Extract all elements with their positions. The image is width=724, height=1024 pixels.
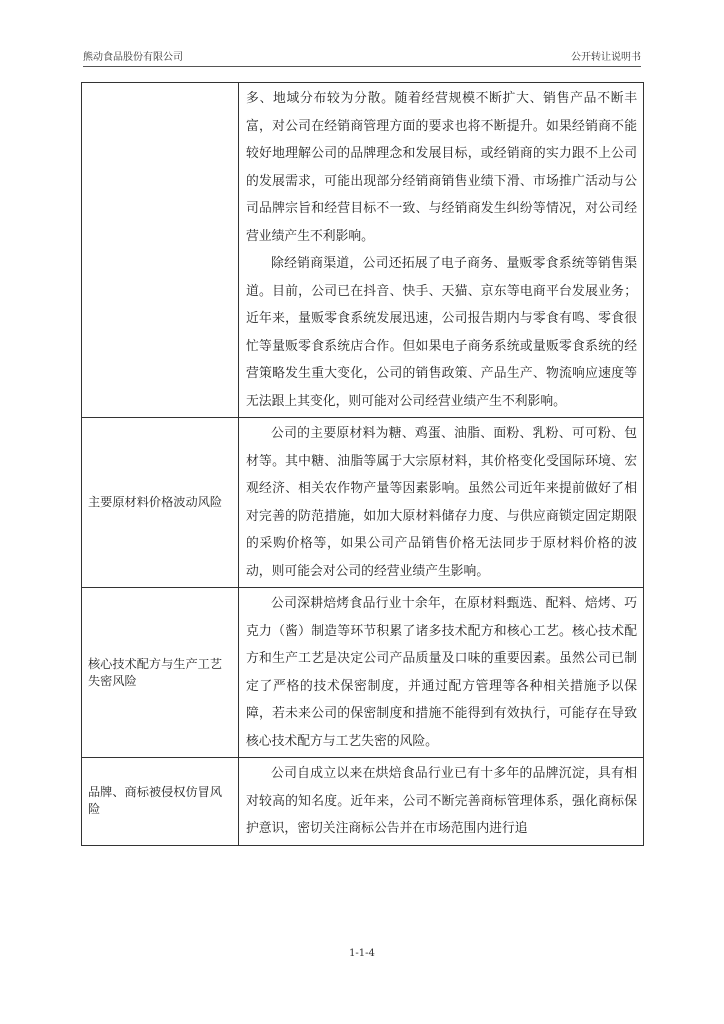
risk-description-cell <box>239 418 644 588</box>
table-row <box>82 758 644 846</box>
page-header <box>83 50 641 67</box>
risk-description-paragraph: 公司深耕焙烤食品行业十余年，在原材料甄选、配料、焙烤、巧克力（酱）制造等环节积累了诸多技术配方和核心工艺。核心技术配方和生产工艺是决定公司产品质量及口味的重要因素。虽然公司已制定了严格的技术保密制度，并通过配方管理等各种相关措施予以保障，若未来公司的保密制度和措施不能得到有效执行，可能存在导致核心技术配方与工艺失密的风险。 <box>246 596 637 749</box>
risk-description-paragraph: 公司自成立以来在烘焙食品行业已有十多年的品牌沉淀，具有相对较高的知名度。近年来，公司不断完善商标管理体系，强化商标保护意识，密切关注商标公告并在市场范围内进行追 <box>246 766 637 836</box>
risk-description-cell <box>239 758 644 846</box>
risk-name-cell: 品牌、商标被侵权仿冒风险 <box>82 758 239 846</box>
risk-description-paragraph: 公司的主要原材料为糖、鸡蛋、油脂、面粉、乳粉、可可粉、包材等。其中糖、油脂等属于大宗原材料，其价格变化受国际环境、宏观经济、相关农作物产量等因素影响。虽然公司近年来提前做好了相对完善的防范措施，如加大原材料储存力度、与供应商锁定固定期限的采购价格等，如果公司产品销售价格无法同步于原材料价格的波动，则可能会对公司的经营业绩产生影响。 <box>246 426 637 579</box>
risk-description-cell <box>239 83 644 418</box>
table-row <box>82 83 644 418</box>
header-document-title: 公开转让说明书 <box>571 52 641 63</box>
risk-table <box>81 82 644 846</box>
risk-description-paragraph: 多、地域分布较为分散。随着经营规模不断扩大、销售产品不断丰富，对公司在经销商管理方面的要求也将不断提升。如果经销商不能较好地理解公司的品牌理念和发展目标，或经销商的实力跟不上公司的发展需求，可能出现部分经销商销售业绩下滑、市场推广活动与公司品牌宗旨和经营目标不一致、与经销商发生纠纷等情况，对公司经营业绩产生不利影响。 <box>246 91 637 244</box>
header-company-name: 熊动食品股份有限公司 <box>83 52 183 63</box>
risk-name-cell <box>82 83 239 418</box>
table-row <box>82 588 644 758</box>
table-row <box>82 418 644 588</box>
risk-description-paragraph: 除经销商渠道，公司还拓展了电子商务、量贩零食系统等销售渠道。目前，公司已在抖音、快手、天猫、京东等电商平台发展业务；近年来，量贩零食系统发展迅速，公司报告期内与零食有鸣、零食很忙等量贩零食系统店合作。但如果电子商务系统或量贩零食系统的经营策略发生重大变化，公司的销售政策、产品生产、物流响应速度等无法跟上其变化，则可能对公司经营业绩产生不利影响。 <box>246 256 637 409</box>
risk-description-cell <box>239 588 644 758</box>
risk-name-cell: 主要原材料价格波动风险 <box>82 418 239 588</box>
page-number: 1-1-4 <box>349 948 375 959</box>
risk-name-cell: 核心技术配方与生产工艺失密风险 <box>82 588 239 758</box>
